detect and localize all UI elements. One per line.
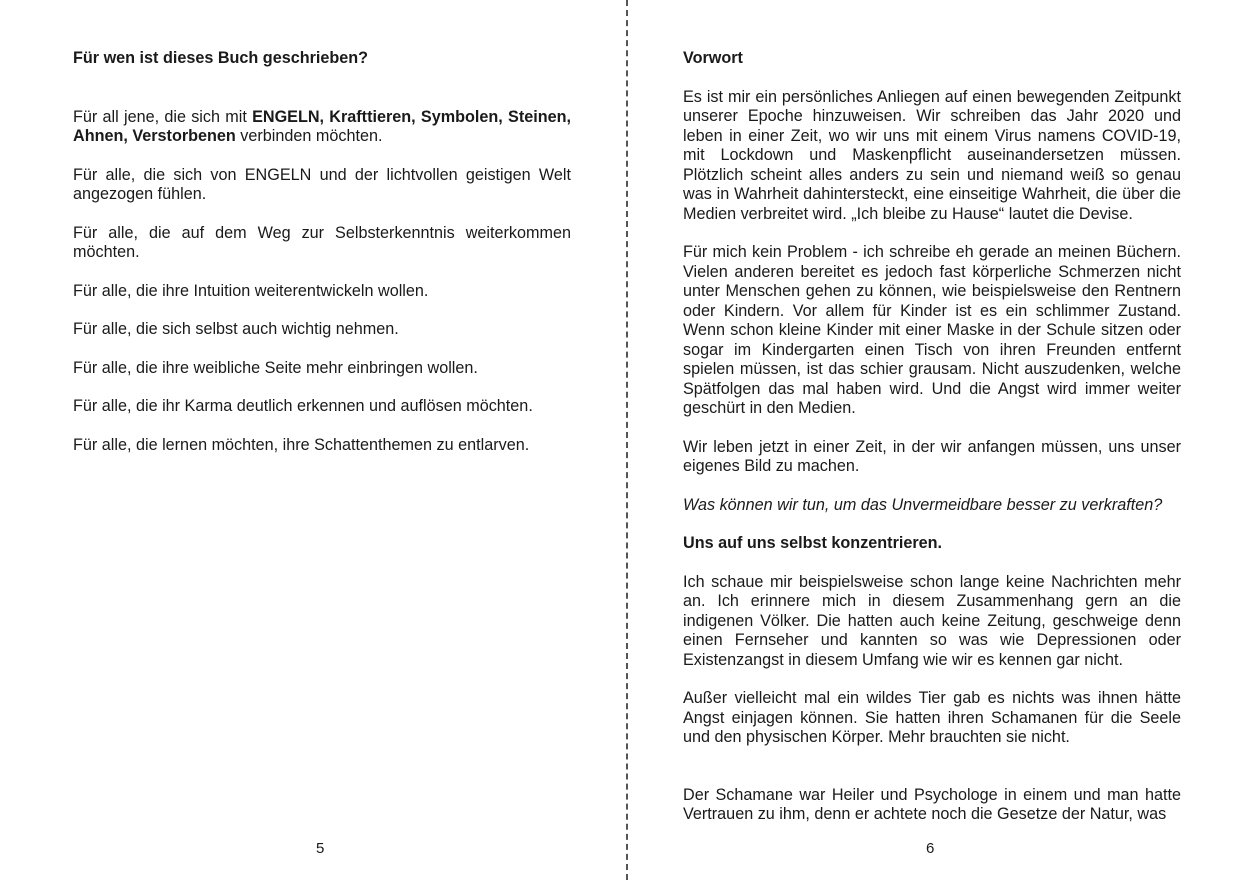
page-number-left: 5 xyxy=(316,840,325,857)
foreword-paragraph-4: Ich schaue mir beispielsweise schon lange keine Nachrichten mehr an. Ich erinnere mich in diesem Zusammenhang gern an die indigenen Völker. Die hatten auch keine Zeitung, geschweige denn einen Fernseher und kannten so was wie Depressionen oder Existenzangst in diesem Umfang wie wir es kennen gar nicht. xyxy=(683,572,1181,669)
audience-item: Für alle, die ihre Intuition weiterentwickeln wollen. xyxy=(73,281,429,300)
intro-post-text: verbinden möchten. xyxy=(235,127,383,145)
audience-item: Für alle, die sich von ENGELN und der lichtvollen geistigen Welt angezogen fühlen. xyxy=(73,165,571,203)
foreword-paragraph-6: Der Schamane war Heiler und Psychologe in einem und man hatte Vertrauen zu ihm, denn er achtete noch die Gesetze der Natur, was xyxy=(683,785,1181,823)
foreword-question: Was können wir tun, um das Unvermeidbare besser zu verkraften? xyxy=(683,495,1163,514)
right-page xyxy=(628,0,1247,880)
audience-item: Für alle, die sich selbst auch wichtig nehmen. xyxy=(73,320,399,338)
right-page-content xyxy=(683,49,1181,825)
foreword-paragraph-1: Es ist mir ein persönliches Anliegen auf einen bewegenden Zeitpunkt unserer Epoche hinzuweisen. Wir schreiben das Jahr 2020 und leben in einer Zeit, wo wir uns mit einem Virus namens COVID-19, mit Lockdown und Maskenpflicht auseinandersetzen müssen. Plötzlich scheint alles anders zu sein und niemand weiß so genau was in Wahrheit dahintersteckt, eine einseitige Wahrheit, die über die Medien verbreitet wird. „Ich bleibe zu Hause“ lautet die Devise. xyxy=(683,87,1181,223)
left-page-heading: Für wen ist dieses Buch geschrieben? xyxy=(73,49,369,67)
audience-item: Für alle, die auf dem Weg zur Selbsterkenntnis weiterkommen möchten. xyxy=(73,223,571,261)
intro-pre-text: Für all jene, die sich mit xyxy=(73,107,253,126)
audience-item: Für alle, die lernen möchten, ihre Schattenthemen zu entlarven. xyxy=(73,435,530,454)
foreword-subheading: Uns auf uns selbst konzentrieren. xyxy=(683,534,943,552)
foreword-paragraph-3: Wir leben jetzt in einer Zeit, in der wir anfangen müssen, uns unser eigenes Bild zu machen. xyxy=(683,437,1181,475)
left-page-content xyxy=(73,49,571,455)
page-number-right: 6 xyxy=(926,840,935,857)
audience-item: Für alle, die ihr Karma deutlich erkennen und auflösen möchten. xyxy=(73,397,533,415)
foreword-paragraph-2: Für mich kein Problem - ich schreibe eh gerade an meinen Büchern. Vielen anderen bereitet es jedoch fast körperliche Schmerzen nicht unter Menschen gehen zu können, wie beispielsweise den Rentnern oder Kindern. Vor allem für Kinder ist es ein schlimmer Zustand. Wenn schon kleine Kinder mit einer Maske in der Schule sitzen oder sogar im Kindergarten einen Tisch von ihren Freunden entfernt spielen müssen, ist das schier grausam. Nicht auszudenken, welche Spätfolgen das mal haben wird. Und die Angst wird immer weiter geschürt in den Medien. xyxy=(683,243,1181,417)
audience-item: Für alle, die ihre weibliche Seite mehr einbringen wollen. xyxy=(73,358,478,377)
right-page-heading: Vorwort xyxy=(683,49,743,67)
foreword-paragraph-5: Außer vielleicht mal ein wildes Tier gab es nichts was ihnen hätte Angst einjagen können. Sie hatten ihren Schamanen für die Seele und den physischen Körper. Mehr brauchten sie nicht. xyxy=(683,689,1181,746)
intro-paragraph xyxy=(73,108,571,147)
intro-bold-text: ENGELN, Krafttieren, Symbolen, Steinen, Ahnen, Verstorbenen xyxy=(73,107,571,145)
